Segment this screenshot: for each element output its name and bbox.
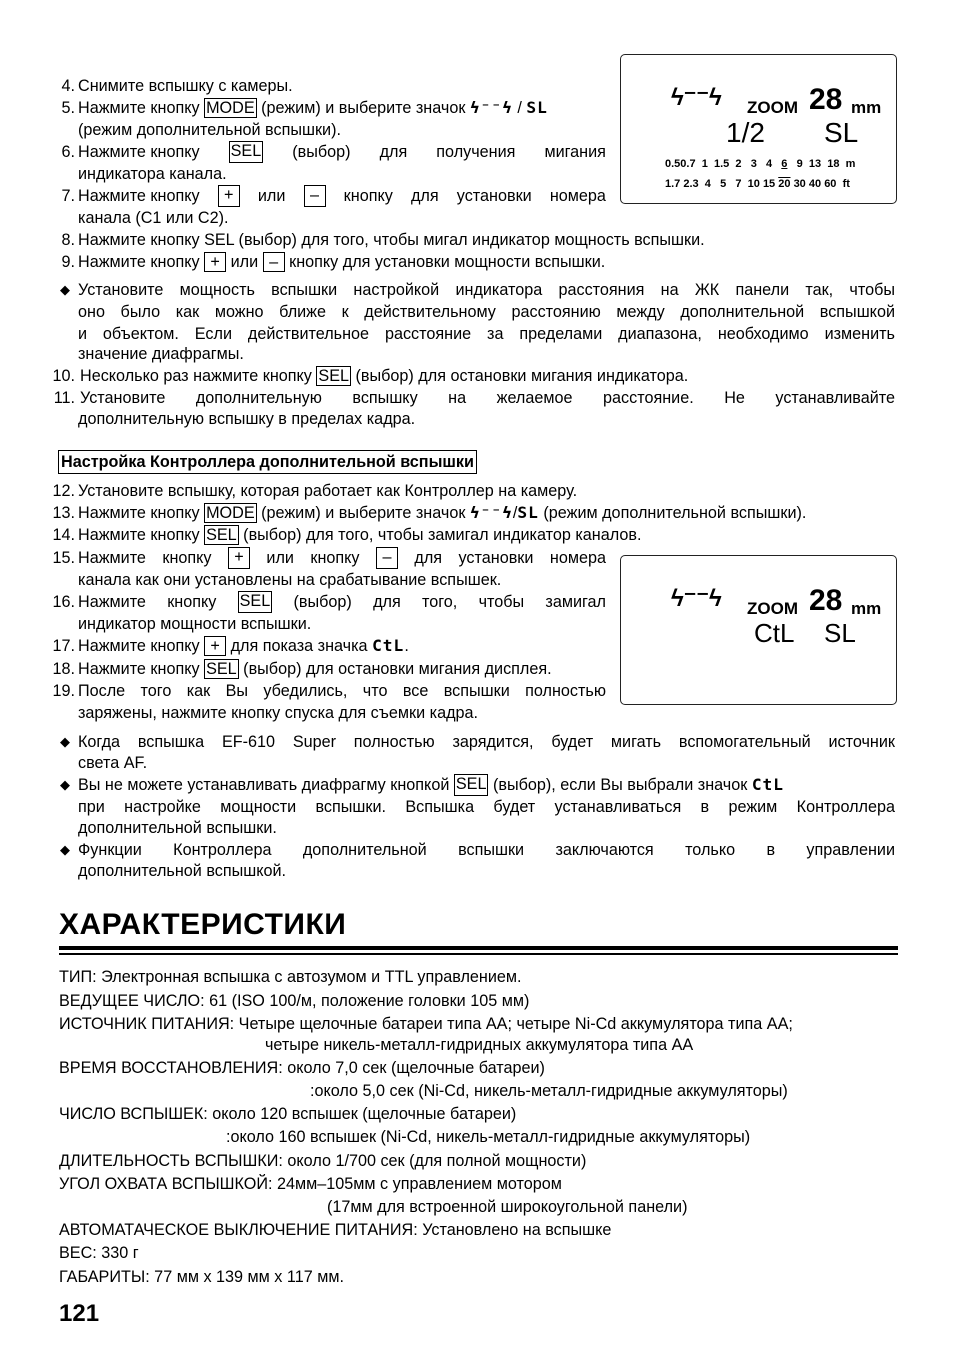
text: (выбор) xyxy=(292,143,351,161)
text: для xyxy=(410,187,439,205)
plus-button-label: + xyxy=(228,547,250,569)
text: кнопку xyxy=(162,549,212,567)
spec-line: ЧИСЛО ВСПЫШЕК: около 120 вспышек (щелочные батареи) xyxy=(59,1105,517,1123)
spec-line: :около 160 вспышек (Ni-Cd, никель-металл-гидридные аккумуляторы) xyxy=(226,1128,751,1146)
text: Нажмите кнопку xyxy=(78,99,205,117)
scale-value: 4 xyxy=(765,158,773,170)
scale-unit: m xyxy=(845,158,856,170)
spec-line: УГОЛ ОХВАТА ВСПЫШКОЙ: 24мм–105мм с управлением мотором xyxy=(59,1175,562,1193)
ctl-icon: CtL xyxy=(372,636,405,655)
minus-button-label: – xyxy=(376,547,398,569)
divider xyxy=(59,946,898,950)
text: того, xyxy=(422,593,458,611)
step-text: индикатора канала. xyxy=(78,165,227,183)
meter-scale xyxy=(665,158,855,170)
zoom-value: 28 xyxy=(809,584,843,617)
text: для xyxy=(414,549,443,567)
scale-value: 10 xyxy=(747,178,760,190)
text: установки xyxy=(458,549,534,567)
text: (выбор) xyxy=(293,593,352,611)
sel-button-label: SEL xyxy=(206,660,237,678)
step-number: 18. xyxy=(52,660,75,678)
step-number: 15. xyxy=(52,549,75,567)
step-text: канала (C1 или C2). xyxy=(78,209,229,227)
diamond-icon: ◆ xyxy=(60,842,70,857)
step-text xyxy=(80,365,688,387)
step-number: 13. xyxy=(52,504,75,522)
scale-value: 0.7 xyxy=(680,158,696,170)
spec-line: АВТОМАТАЧЕСКОЕ ВЫКЛЮЧЕНИЕ ПИТАНИЯ: Установлено на вспышке xyxy=(59,1221,612,1239)
text: номера xyxy=(549,187,606,205)
note-text: Функции Контроллера дополнительной вспышки заключаются только в управлении xyxy=(78,841,895,859)
step-text xyxy=(78,547,606,569)
ctl-icon: CtL xyxy=(751,775,785,794)
scale-value: 0.5 xyxy=(665,158,681,170)
text: Нажмите кнопку xyxy=(78,526,205,544)
zoom-label: ZOOM xyxy=(747,599,798,618)
step-text xyxy=(78,251,605,273)
text: (выбор), если Вы выбрали значок xyxy=(488,776,752,794)
feet-scale xyxy=(665,178,850,190)
step-number: 17. xyxy=(52,637,75,655)
step-number: 11. xyxy=(53,389,75,407)
spec-line: ГАБАРИТЫ: 77 мм x 139 мм x 117 мм. xyxy=(59,1268,344,1286)
note-text: Установите мощность вспышки настройкой индикатора расстояния на ЖК панели так, чтобы xyxy=(78,281,895,299)
note-text: оно было как можно ближе к действительному расстоянию между дополнительной вспышкой xyxy=(78,303,895,321)
text: Нажмите кнопку xyxy=(78,253,205,271)
step-text: канала как они установлены на срабатывание вспышек. xyxy=(78,571,502,589)
note-text: и объектом. Если действительное расстояние за пределами диапазона, необходимо изменить xyxy=(78,325,895,343)
plus-button-label: + xyxy=(204,636,226,656)
diamond-icon: ◆ xyxy=(60,282,70,297)
scale-value: 18 xyxy=(827,158,840,170)
slave-flash-icon: ϟ⁻⁻ϟ xyxy=(469,503,513,522)
step-text xyxy=(78,635,409,657)
note-text: дополнительной вспышки. xyxy=(78,819,277,837)
note-text: света AF. xyxy=(78,754,148,772)
sl-mode: SL xyxy=(824,117,859,148)
text: чтобы xyxy=(478,593,525,611)
scale-value-selected: 20 xyxy=(778,178,791,190)
text: (режим дополнительной вспышки). xyxy=(538,504,807,522)
text: (режим) и выберите значок xyxy=(256,99,470,117)
mm-unit: mm xyxy=(851,599,882,618)
diamond-icon: ◆ xyxy=(60,734,70,749)
slave-flash-icon: ϟ⁻⁻ϟ xyxy=(469,98,513,117)
plus-button-label: + xyxy=(218,185,240,207)
text: мигания xyxy=(544,143,606,161)
sel-button-label: SEL xyxy=(229,141,264,163)
step-text: Нажмите кнопку SEL (выбор) для того, чтобы мигал индикатор мощность вспышки. xyxy=(78,231,705,249)
spec-line: (17мм для встроенной широкоугольной панели) xyxy=(327,1198,688,1216)
note-text: значение диафрагмы. xyxy=(78,345,244,363)
text: кнопку для установки мощности вспышки. xyxy=(284,253,606,271)
step-number: 9. xyxy=(61,253,75,271)
text: для показа значка xyxy=(226,637,373,655)
spec-line: :около 5,0 сек (Ni-Cd, никель-металл-гидридные аккумуляторы) xyxy=(310,1082,788,1100)
spec-line: четыре никель-металл-гидридных аккумулятора типа AA xyxy=(265,1036,694,1054)
text: Нажмите xyxy=(78,593,146,611)
step-text: дополнительную вспышку в пределах кадра. xyxy=(78,410,416,428)
spec-line: ТИП: Электронная вспышка с автозумом и TTL управлением. xyxy=(59,968,522,986)
scale-value: 40 xyxy=(808,178,822,190)
slave-flash-icon: ϟ⁻⁻ϟ xyxy=(671,84,722,111)
lcd-panel-2 xyxy=(620,555,897,705)
step-text xyxy=(78,591,606,613)
scale-value-selected: 6 xyxy=(781,158,788,170)
step-number: 4. xyxy=(61,77,75,95)
text: для xyxy=(373,593,401,611)
text: или xyxy=(266,549,294,567)
sl-icon: SL xyxy=(517,503,539,522)
text: кнопку xyxy=(310,549,360,567)
step-text xyxy=(78,524,641,546)
minus-button-label: – xyxy=(304,185,326,207)
step-number: 7. xyxy=(61,187,75,205)
divider xyxy=(59,953,898,955)
scale-value: 3 xyxy=(750,158,757,170)
sel-button-label: SEL xyxy=(206,526,237,544)
scale-value: 60 xyxy=(824,178,837,190)
zoom-value: 28 xyxy=(809,83,843,116)
spec-line: ВЕДУЩЕЕ ЧИСЛО: 61 (ISO 100/м, положение головки 105 мм) xyxy=(59,992,530,1010)
scale-value: 4 xyxy=(704,178,711,190)
text: Нажмите кнопку xyxy=(78,187,200,205)
step-number: 6. xyxy=(61,143,75,161)
sel-button-label: SEL xyxy=(318,367,350,385)
text: Вы не можете устанавливать диафрагму кнопкой xyxy=(78,776,454,794)
sl-mode: SL xyxy=(824,618,856,648)
power-value: 1/2 xyxy=(726,117,765,148)
step-text: Нажмите кнопку MODE (режим) и выберите значок ϟ⁻⁻ϟ/SL (режим дополнительной вспышки). xyxy=(78,503,807,522)
sl-icon: SL xyxy=(526,98,548,117)
step-text xyxy=(78,185,606,207)
note-text xyxy=(78,774,895,796)
scale-value: 1.7 xyxy=(665,178,681,190)
minus-button-label: – xyxy=(263,252,285,272)
step-text: Установите вспышку, которая работает как Контроллер на камеру. xyxy=(78,482,578,500)
page-heading: ХАРАКТЕРИСТИКИ xyxy=(59,908,347,941)
sel-button-label: SEL xyxy=(238,591,273,613)
scale-value: 5 xyxy=(720,178,727,190)
lcd-panel-1 xyxy=(620,54,897,204)
text: (выбор) для того, чтобы замигал индикатор каналов. xyxy=(238,526,642,544)
diamond-icon: ◆ xyxy=(60,777,70,792)
ctl-mode: CtL xyxy=(754,618,795,648)
step-text: Нажмите кнопку MODE (режим) и выберите значок ϟ⁻⁻ϟ / SL xyxy=(78,98,548,117)
text: Нажмите xyxy=(78,549,146,567)
step-text: Установите дополнительную вспышку на желаемое расстояние. Не устанавливайте xyxy=(80,389,895,407)
text: кнопку xyxy=(343,187,393,205)
scale-value: 2 xyxy=(735,158,742,170)
mode-button-label: MODE xyxy=(206,99,255,117)
text: номера xyxy=(549,549,606,567)
scale-value: 30 xyxy=(793,178,806,190)
slave-flash-icon: ϟ⁻⁻ϟ xyxy=(671,585,722,612)
text: для xyxy=(379,143,408,161)
step-text: индикатор мощности вспышки. xyxy=(78,615,312,633)
note-text: Когда вспышка EF-610 Super полностью зарядится, будет мигать вспомогательный источник xyxy=(78,733,895,751)
section-title: Настройка Контроллера дополнительной вспышки xyxy=(58,450,477,474)
mode-button-label: MODE xyxy=(206,504,255,522)
text: (режим) и выберите значок xyxy=(256,504,470,522)
text: Нажмите кнопку xyxy=(78,637,205,655)
step-number: 5. xyxy=(61,99,75,117)
sel-button-label: SEL xyxy=(454,774,489,796)
text: установки xyxy=(456,187,532,205)
text: или xyxy=(257,187,286,205)
scale-value: 2.3 xyxy=(683,178,699,190)
step-text: (режим дополнительной вспышки). xyxy=(78,121,341,139)
scale-value: 13 xyxy=(808,158,822,170)
text: (выбор) для остановки мигания индикатора. xyxy=(351,367,689,385)
text: замигал xyxy=(545,593,606,611)
step-number: 19. xyxy=(52,682,75,700)
scale-value: 7 xyxy=(735,178,742,190)
text: кнопку xyxy=(167,593,217,611)
scale-value: 15 xyxy=(762,178,776,190)
text: Несколько раз нажмите кнопку xyxy=(80,367,317,385)
note-text: при настройке мощности вспышки. Вспышка будет устанавливаться в режим Контроллера xyxy=(78,798,895,816)
text: Нажмите кнопку xyxy=(78,660,205,678)
step-number: 10. xyxy=(52,367,75,385)
step-number: 12. xyxy=(52,482,75,500)
step-number: 14. xyxy=(52,526,75,544)
scale-unit: ft xyxy=(842,178,850,190)
spec-line: ИСТОЧНИК ПИТАНИЯ: Четыре щелочные батареи типа AA; четыре Ni-Cd аккумулятора типа AA; xyxy=(59,1015,793,1033)
text: . xyxy=(404,637,409,655)
text: Нажмите кнопку xyxy=(78,504,205,522)
text: или xyxy=(226,253,263,271)
text: Нажмите кнопку xyxy=(78,143,200,161)
step-text xyxy=(78,658,552,680)
text: (выбор) для остановки мигания дисплея. xyxy=(238,660,552,678)
step-text: После того как Вы убедились, что все вспышки полностью xyxy=(78,682,606,700)
zoom-label: ZOOM xyxy=(747,98,798,117)
page-number: 121 xyxy=(59,1300,100,1327)
step-number: 16. xyxy=(52,593,75,611)
scale-value: 1 xyxy=(701,158,708,170)
step-text xyxy=(78,141,606,163)
spec-line: ВЕС: 330 г xyxy=(59,1244,139,1262)
text: получения xyxy=(436,143,516,161)
scale-value: 9 xyxy=(796,158,803,170)
spec-line: ВРЕМЯ ВОССТАНОВЛЕНИЯ: около 7,0 сек (щелочные батареи) xyxy=(59,1059,545,1077)
plus-button-label: + xyxy=(204,252,226,272)
step-number: 8. xyxy=(61,231,75,249)
mm-unit: mm xyxy=(851,98,882,117)
spec-line: ДЛИТЕЛЬНОСТЬ ВСПЫШКИ: около 1/700 сек (для полной мощности) xyxy=(59,1152,587,1170)
scale-value: 1.5 xyxy=(713,158,730,170)
step-text: Снимите вспышку с камеры. xyxy=(78,77,293,95)
step-text: заряжены, нажмите кнопку спуска для съемки кадра. xyxy=(78,704,479,722)
note-text: дополнительной вспышкой. xyxy=(78,862,287,880)
